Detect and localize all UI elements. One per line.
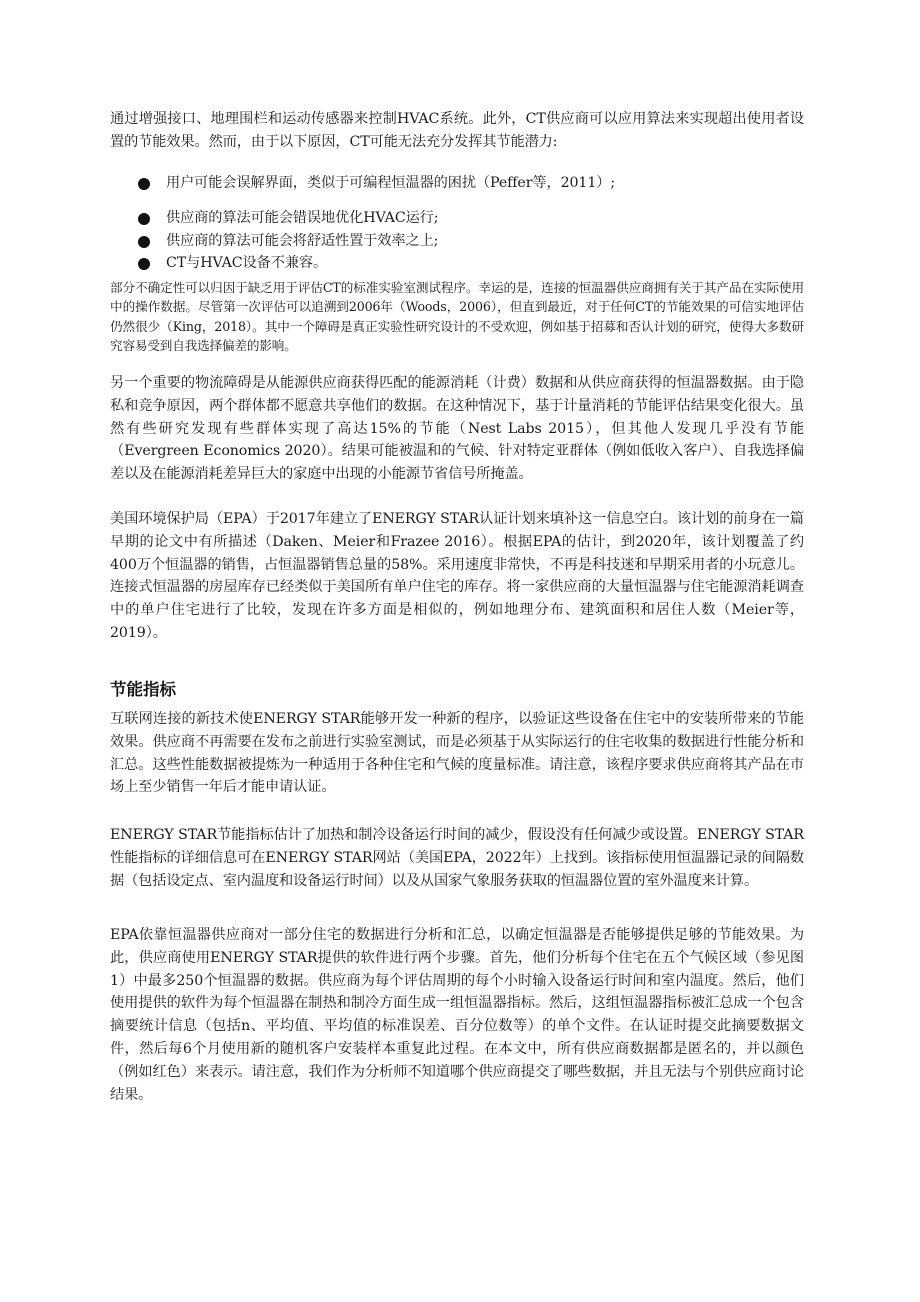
list-item-text: 供应商的算法可能会将舒适性置于效率之上; [166,232,439,249]
list-item [110,252,804,275]
list-item [110,230,804,253]
list-item [110,207,804,230]
note-paragraph: 部分不确定性可以归因于缺乏用于评估CT的标准实验室测试程序。幸运的是，连接的恒温器供应商拥有关于其产品在实际使用中的操作数据。尽管第一次评估可以追溯到2006年（Woods，2006），但直到最近，对于任何CT的节能效果的可信实地评估仍然很少（King，2018）。其中一个障碍是真正实验性研究设计的不受欢迎，例如基于招募和否认计划的研究，使得大多数研究容易受到自我选择偏差的影响。 [110,280,804,353]
list-item-text: 用户可能会误解界面，类似于可编程恒温器的困扰（Peffer等，2011）; [166,175,616,191]
bullet-icon [138,236,150,248]
list-item-text: 供应商的算法可能会错误地优化HVAC运行; [166,209,439,226]
bullet-icon [138,213,150,225]
list-item-text: CT与HVAC设备不兼容。 [166,255,328,272]
metric-paragraph: ENERGY STAR节能指标估计了加热和制冷设备运行时间的减少，假设没有任何减少或设置。ENERGY STAR性能指标的详细信息可在ENERGY STAR网站（美国EPA，2022年）上找到。该指标使用恒温器记录的间隔数据（包括设定点、室内温度和设备运行时间）以及从国家气象服务获取的恒温器位置的室外温度来计算。 [110,827,804,889]
intro-paragraph: 通过增强接口、地理围栏和运动传感器来控制HVAC系统。此外，CT供应商可以应用算法来实现超出使用者设置的节能效果。然而，由于以下原因，CT可能无法充分发挥其节能潜力: [110,111,804,150]
process-paragraph: EPA依靠恒温器供应商对一部分住宅的数据进行分析和汇总，以确定恒温器是否能够提供足够的节能效果。为此，供应商使用ENERGY STAR提供的软件进行两个步骤。首先，他们分析每个住宅在五个气候区域（参见图1）中最多250个恒温器的数据。供应商为每个评估周期的每个小时输入设备运行时间和室内温度。然后，他们使用提供的软件为每个恒温器在制热和制冷方面生成一组恒温器指标。然后，这组恒温器指标被汇总成一个包含摘要统计信息（包括n、平均值、平均值的标准误差、百分位数等）的单个文件。在认证时提交此摘要数据文件，然后每6个月使用新的随机客户安装样本重复此过程。在本文中，所有供应商数据都是匿名的，并以颜色（例如红色）来表示。请注意，我们作为分析师不知道哪个供应商提交了哪些数据，并且无法与个别供应商讨论结果。 [110,927,804,1103]
epa-paragraph: 美国环境保护局（EPA）于2017年建立了ENERGY STAR认证计划来填补这一信息空白。该计划的前身在一篇早期的论文中有所描述（Daken、Meier和Frazee 2016）。根据EPA的估计，到2020年，该计划覆盖了约400万个恒温器的销售，占恒温器销售总量的58%。采用速度非常快，不再是科技迷和早期采用者的小玩意儿。连接式恒温器的房屋库存已经类似于美国所有单户住宅的库存。将一家供应商的大量恒温器与住宅能源消耗调查中的单户住宅进行了比较，发现在许多方面是相似的，例如地理分布、建筑面积和居住人数（Meier等，2019）。 [110,511,804,641]
iot-paragraph: 互联网连接的新技术使ENERGY STAR能够开发一种新的程序，以验证这些设备在住宅中的安装所带来的节能效果。供应商不再需要在发布之前进行实验室测试，而是必须基于从实际运行的住宅收集的数据进行性能分析和汇总。这些性能数据被提炼为一种适用于各种住宅和气候的度量标准。请注意，该程序要求供应商将其产品在市场上至少销售一年后才能申请认证。 [110,711,804,796]
bullet-icon [138,178,150,190]
list-item [110,172,804,195]
bullet-list [110,172,804,275]
section-heading: 节能指标 [110,680,176,699]
bullet-icon [138,258,150,270]
barrier-paragraph: 另一个重要的物流障碍是从能源供应商获得匹配的能源消耗（计费）数据和从供应商获得的恒温器数据。由于隐私和竞争原因，两个群体都不愿意共享他们的数据。在这种情况下，基于计量消耗的节能评估结果变化很大。虽然有些研究发现有些群体实现了高达15%的节能（Nest Labs 2015），但其他人发现几乎没有节能（Evergreen Economics 2020）。结果可能被温和的气候、针对特定亚群体（例如低收入客户）、自我选择偏差以及在能源消耗差异巨大的家庭中出现的小能源节省信号所掩盖。 [110,375,804,483]
